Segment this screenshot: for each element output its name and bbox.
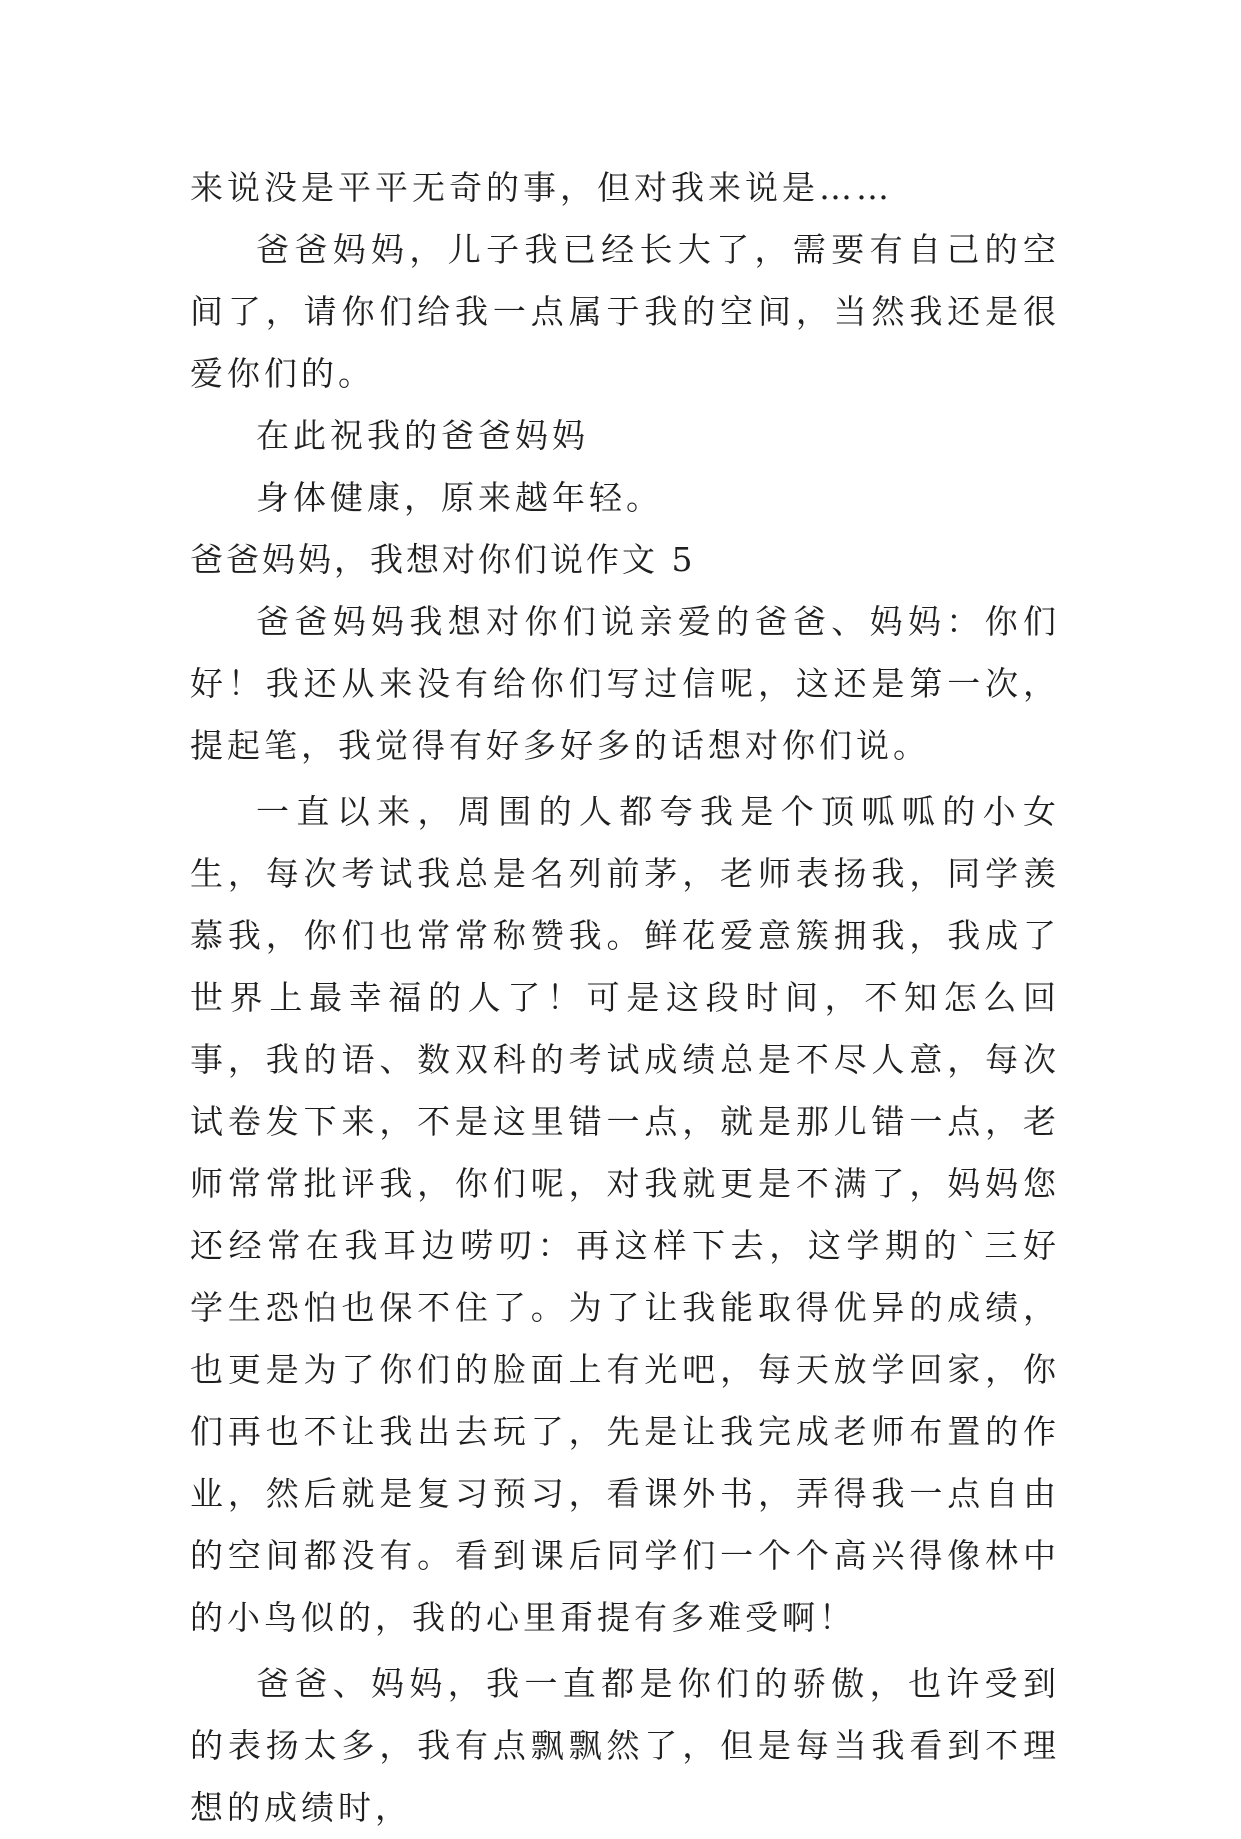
paragraph-wish: 身体健康，原来越年轻。: [256, 478, 663, 517]
paragraph-continuation: 来说没是平平无奇的事，但对我来说是……: [190, 168, 893, 207]
paragraph-blessing: 在此祝我的爸爸妈妈: [256, 416, 589, 455]
paragraph-need-space: 爸爸妈妈，儿子我已经长大了，需要有自己的空间了，请你们给我一点属于我的空间，当然我还是很爱你们的。: [190, 230, 1060, 393]
paragraph-letter-closing: 爸爸、妈妈，我一直都是你们的骄傲，也许受到的表扬太多，我有点飘飘然了，但是每当我看到不理想的成绩时，: [190, 1664, 1060, 1827]
document-body: [190, 157, 1060, 1839]
paragraph-letter-body: 一直以来，周围的人都夸我是个顶呱呱的小女生，每次考试我总是名列前茅，老师表扬我，同学羡慕我，你们也常常称赞我。鲜花爱意簇拥我，我成了世界上最幸福的人了！可是这段时间，不知怎么回事，我的语、数双科的考试成绩总是不尽人意，每次试卷发下来，不是这里错一点，就是那儿错一点，老师常常批评我，你们呢，对我就更是不满了，妈妈您还经常在我耳边唠叨：再这样下去，这学期的`三好学生恐怕也保不住了。为了让我能取得优异的成绩，也更是为了你们的脸面上有光吧，每天放学回家，你们再也不让我出去玩了，先是让我完成老师布置的作业，然后就是复习预习，看课外书，弄得我一点自由的空间都没有。看到课后同学们一个个高兴得像林中的小鸟似的，我的心里甭提有多难受啊！: [190, 792, 1060, 1637]
section-title: 爸爸妈妈，我想对你们说作文 5: [190, 540, 696, 579]
paragraph-letter-opening: 爸爸妈妈我想对你们说亲爱的爸爸、妈妈：你们好！我还从来没有给你们写过信呢，这还是第一次，提起笔，我觉得有好多好多的话想对你们说。: [190, 602, 1060, 765]
